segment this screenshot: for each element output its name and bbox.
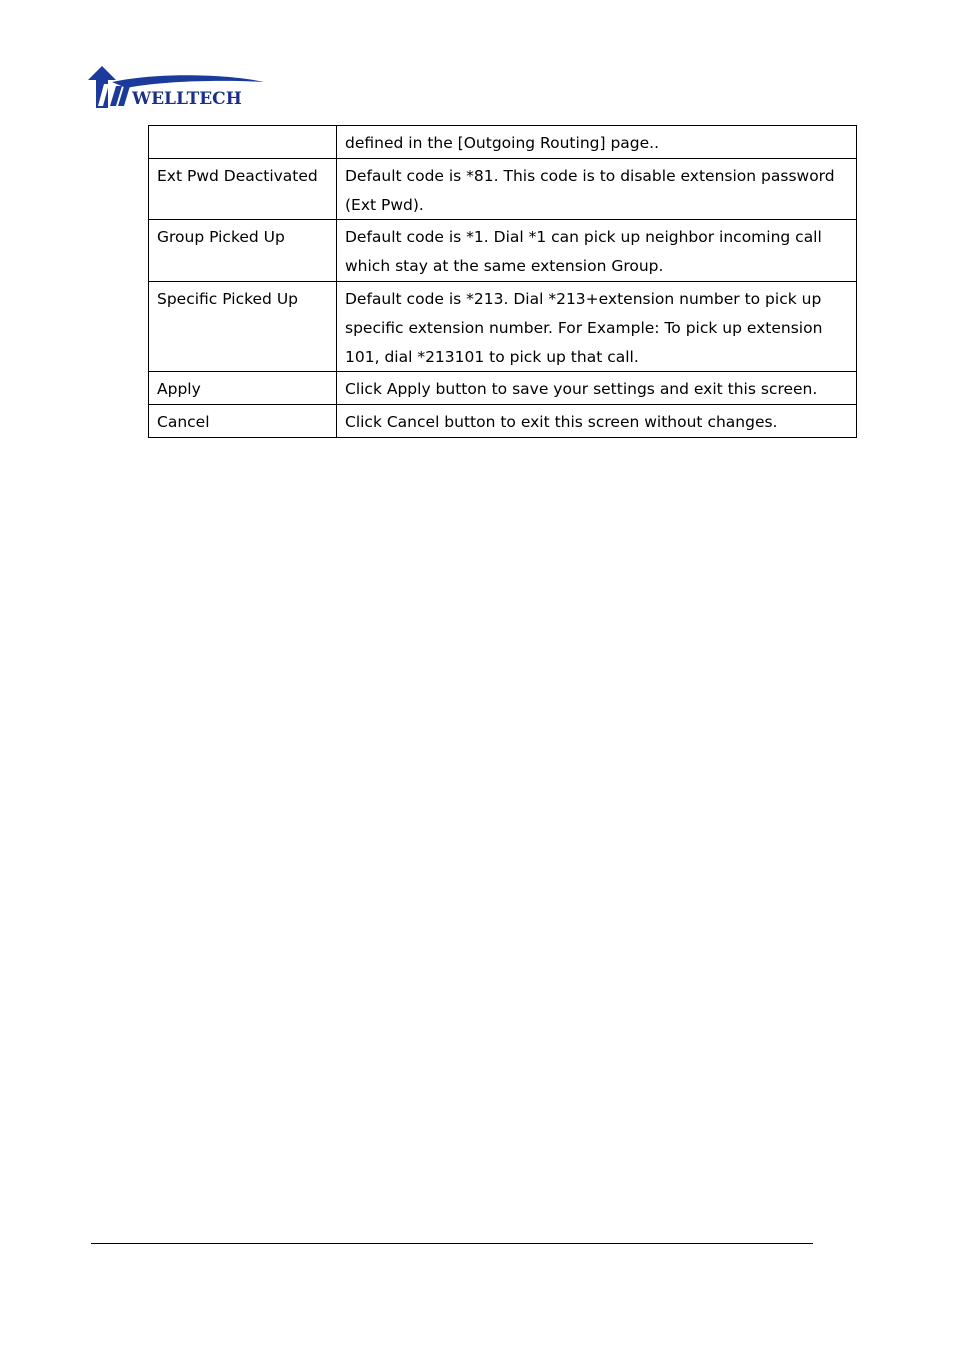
field-cell <box>149 126 337 159</box>
field-cell: Specific Picked Up <box>149 281 337 371</box>
logo-wordmark: WELLTECH <box>132 89 242 109</box>
table-row <box>149 281 857 371</box>
description-cell: Click Apply button to save your settings and exit this screen. <box>337 372 857 405</box>
field-cell: Cancel <box>149 405 337 438</box>
welltech-logo <box>88 66 268 110</box>
table-row <box>149 220 857 282</box>
description-cell: Click Cancel button to exit this screen without changes. <box>337 405 857 438</box>
table-row <box>149 405 857 438</box>
footer-divider <box>91 1243 813 1244</box>
welltech-logo-graphic <box>88 66 268 110</box>
description-cell: defined in the [Outgoing Routing] page.. <box>337 126 857 159</box>
description-cell: Default code is *1. Dial *1 can pick up neighbor incoming call which stay at the same extension Group. <box>337 220 857 282</box>
table-row <box>149 158 857 220</box>
field-cell: Apply <box>149 372 337 405</box>
field-cell: Group Picked Up <box>149 220 337 282</box>
feature-code-table <box>148 125 857 438</box>
field-cell: Ext Pwd Deactivated <box>149 158 337 220</box>
table-row <box>149 126 857 159</box>
table-row <box>149 372 857 405</box>
description-cell: Default code is *81. This code is to disable extension password (Ext Pwd). <box>337 158 857 220</box>
description-cell: Default code is *213. Dial *213+extension number to pick up specific extension number. For Example: To pick up extension 101, dial *213101 to pick up that call. <box>337 281 857 371</box>
